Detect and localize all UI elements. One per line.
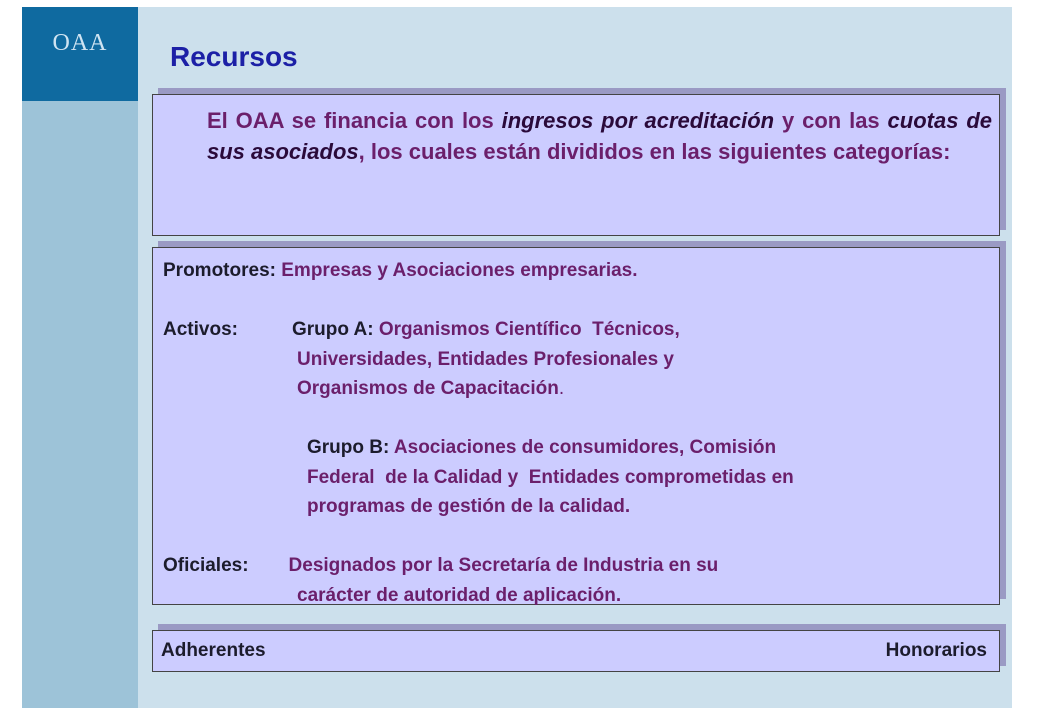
grupo-a-end: . [558, 378, 565, 399]
sidebar [22, 7, 138, 708]
oficiales-line2-row [163, 581, 993, 611]
adherentes-row [161, 631, 987, 671]
oficiales-line1: Designados por la Secretaría de Industria en su [288, 555, 719, 576]
intro-text-3: , los cuales están divididos en las siguientes categorías: [358, 139, 951, 164]
intro-emphasis-2: cuotas de sus asociados [207, 108, 993, 164]
logo [22, 7, 138, 101]
oficiales-label: Oficiales: [163, 555, 249, 576]
slide [22, 7, 1012, 708]
intro-text-1: El OAA se financia con los [207, 108, 502, 133]
grupo-a-line3-row [163, 374, 993, 404]
intro-emphasis-1: ingresos por acreditación [501, 108, 775, 133]
grupo-b-line1-row [163, 433, 993, 463]
intro-paragraph [207, 105, 992, 167]
promotores-text: Empresas y Asociaciones empresarias. [275, 260, 638, 281]
activos-line [163, 315, 993, 345]
grupo-a-line1: Organismos Científico Técnicos, [373, 319, 680, 340]
grupo-b-line3: programas de gestión de la calidad. [307, 496, 631, 517]
grupo-a-line2-row [163, 345, 993, 375]
activos-label: Activos: [163, 319, 238, 340]
promotores-line [163, 256, 993, 286]
intro-text-2: y con las [774, 108, 888, 133]
adherentes-label: Adherentes [161, 640, 266, 661]
adherentes-box [152, 630, 1000, 672]
grupo-b-line1: Asociaciones de consumidores, Comisión [389, 437, 777, 458]
honorarios-label: Honorarios [885, 640, 987, 661]
grupo-a-label: Grupo A: [291, 319, 374, 340]
categories-box [152, 247, 1000, 605]
categories-list [163, 256, 993, 610]
page-title: Recursos [170, 41, 298, 72]
promotores-label: Promotores: [163, 260, 276, 281]
oficiales-line [163, 551, 993, 581]
grupo-a-line3: Organismos de Capacitación [297, 378, 559, 399]
grupo-b-line3-row [163, 492, 993, 522]
grupo-a-line2: Universidades, Entidades Profesionales y [297, 348, 674, 370]
grupo-b-line2-row [163, 463, 993, 493]
logo-text: OAA [52, 29, 108, 56]
oficiales-line2: carácter de autoridad de aplicación. [297, 584, 622, 606]
grupo-b-line2: Federal de la Calidad y Entidades comprometidas en [307, 466, 794, 488]
grupo-b-label: Grupo B: [307, 437, 390, 458]
intro-box [152, 94, 1000, 236]
